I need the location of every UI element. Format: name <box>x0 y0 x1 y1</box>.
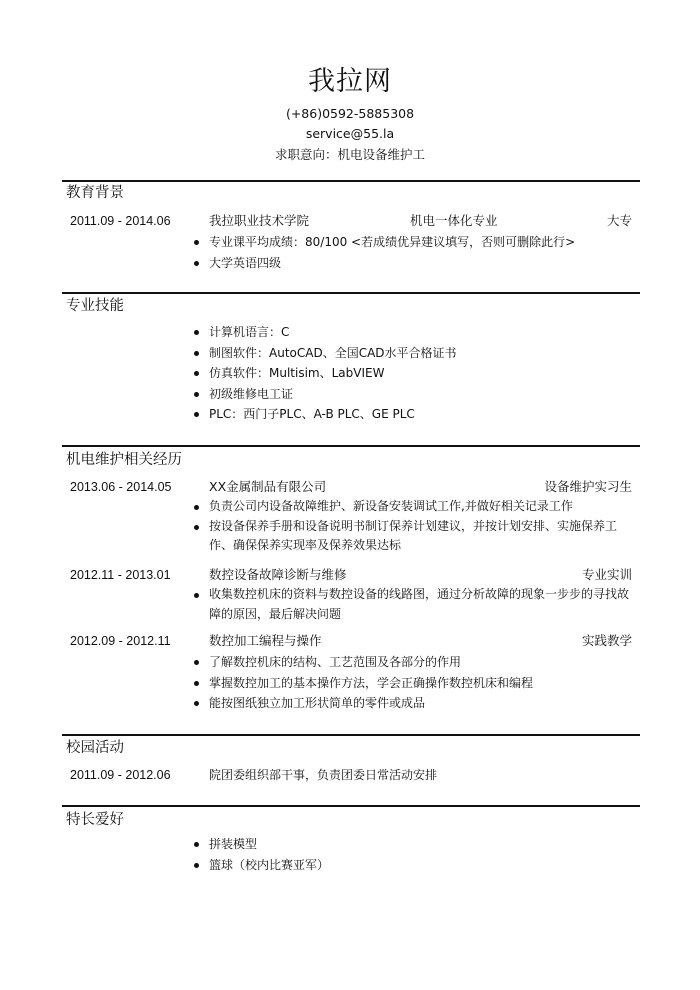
bullet-icon <box>194 593 199 598</box>
major-name: 机电一体化专业 <box>410 213 498 228</box>
list-item: 掌握数控加工的基本操作方法，学会正确操作数控机床和编程 <box>193 673 638 694</box>
bullet-icon <box>194 660 199 665</box>
list-item: 计算机语言：C <box>193 322 638 343</box>
experience-role: 专业实训 <box>581 567 632 582</box>
education-bullets <box>193 232 638 273</box>
list-item: 初级维修电工证 <box>193 384 638 405</box>
section-title-hobbies: 特长爱好 <box>66 812 124 828</box>
list-item: 能按图纸独立加工形状简单的零件或成品 <box>193 693 638 714</box>
bullet-icon <box>194 261 199 266</box>
bullet-icon <box>194 392 199 397</box>
bullet-icon <box>194 412 199 417</box>
bullet-icon <box>194 351 199 356</box>
degree: 大专 <box>606 213 632 228</box>
experience-role: 设备维护实习生 <box>544 479 632 494</box>
list-item: 大学英语四级 <box>193 253 638 274</box>
experience-org: 数控加工编程与操作 <box>209 633 322 648</box>
list-item: 制图软件：AutoCAD、全国CAD水平合格证书 <box>193 343 638 364</box>
bullet-icon <box>194 330 199 335</box>
bullet-icon <box>194 371 199 376</box>
bullet-icon <box>194 701 199 706</box>
bullet-icon <box>194 240 199 245</box>
list-item: 负责公司内设备故障维护、新设备安装调试工作,并做好相关记录工作 <box>193 497 638 517</box>
bullet-icon <box>194 842 199 847</box>
bullet-icon <box>194 681 199 686</box>
list-item: 了解数控机床的结构、工艺范围及各部分的作用 <box>193 652 638 673</box>
resume-name: 我拉网 <box>308 66 392 97</box>
list-item: PLC：西门子PLC、A-B PLC、GE PLC <box>193 404 638 425</box>
experience-role: 实践教学 <box>581 633 632 648</box>
email-address: service@55.la <box>305 126 395 141</box>
section-title-experience: 机电维护相关经历 <box>66 452 182 468</box>
experience-bullets <box>193 585 638 624</box>
bullet-icon <box>194 525 199 530</box>
hobbies-bullets <box>193 834 638 875</box>
experience-bullets <box>193 652 638 714</box>
section-divider <box>62 180 640 182</box>
campus-description: 院团委组织部干事，负责团委日常活动安排 <box>209 768 438 782</box>
experience-date: 2012.11 - 2013.01 <box>70 568 171 582</box>
experience-org: 数控设备故障诊断与维修 <box>209 567 347 582</box>
section-divider <box>62 292 640 294</box>
experience-date: 2012.09 - 2012.11 <box>70 634 171 648</box>
job-objective: 求职意向：机电设备维护工 <box>274 147 425 162</box>
section-divider <box>62 445 640 447</box>
bullet-icon <box>194 863 199 868</box>
section-title-skills: 专业技能 <box>66 298 124 314</box>
list-item: 仿真软件：Multisim、LabVIEW <box>193 363 638 384</box>
bullet-icon <box>194 505 199 510</box>
list-item: 按设备保养手册和设备说明书制订保养计划建议，并按计划安排、实施保养工作、确保保养实现率及保养效果达标 <box>193 517 638 556</box>
experience-org: XX金属制品有限公司 <box>209 479 327 494</box>
campus-date: 2011.09 - 2012.06 <box>70 768 171 782</box>
phone-number: (+86)0592-5885308 <box>285 106 415 121</box>
section-divider <box>62 734 640 736</box>
experience-bullets <box>193 497 638 556</box>
list-item: 拼装模型 <box>193 834 638 855</box>
list-item: 专业课平均成绩：80/100 <若成绩优异建议填写，否则可删除此行> <box>193 232 638 253</box>
skills-bullets <box>193 322 638 425</box>
school-name: 我拉职业技术学院 <box>209 213 310 228</box>
list-item: 收集数控机床的资料与数控设备的线路图，通过分析故障的现象一步步的寻找故障的原因，最后解决问题 <box>193 585 638 624</box>
section-title-education: 教育背景 <box>66 185 124 201</box>
experience-date: 2013.06 - 2014.05 <box>70 480 172 494</box>
section-title-campus: 校园活动 <box>66 740 124 756</box>
section-divider <box>62 805 640 807</box>
education-date: 2011.09 - 2014.06 <box>70 214 171 228</box>
list-item: 篮球（校内比赛亚军） <box>193 855 638 876</box>
